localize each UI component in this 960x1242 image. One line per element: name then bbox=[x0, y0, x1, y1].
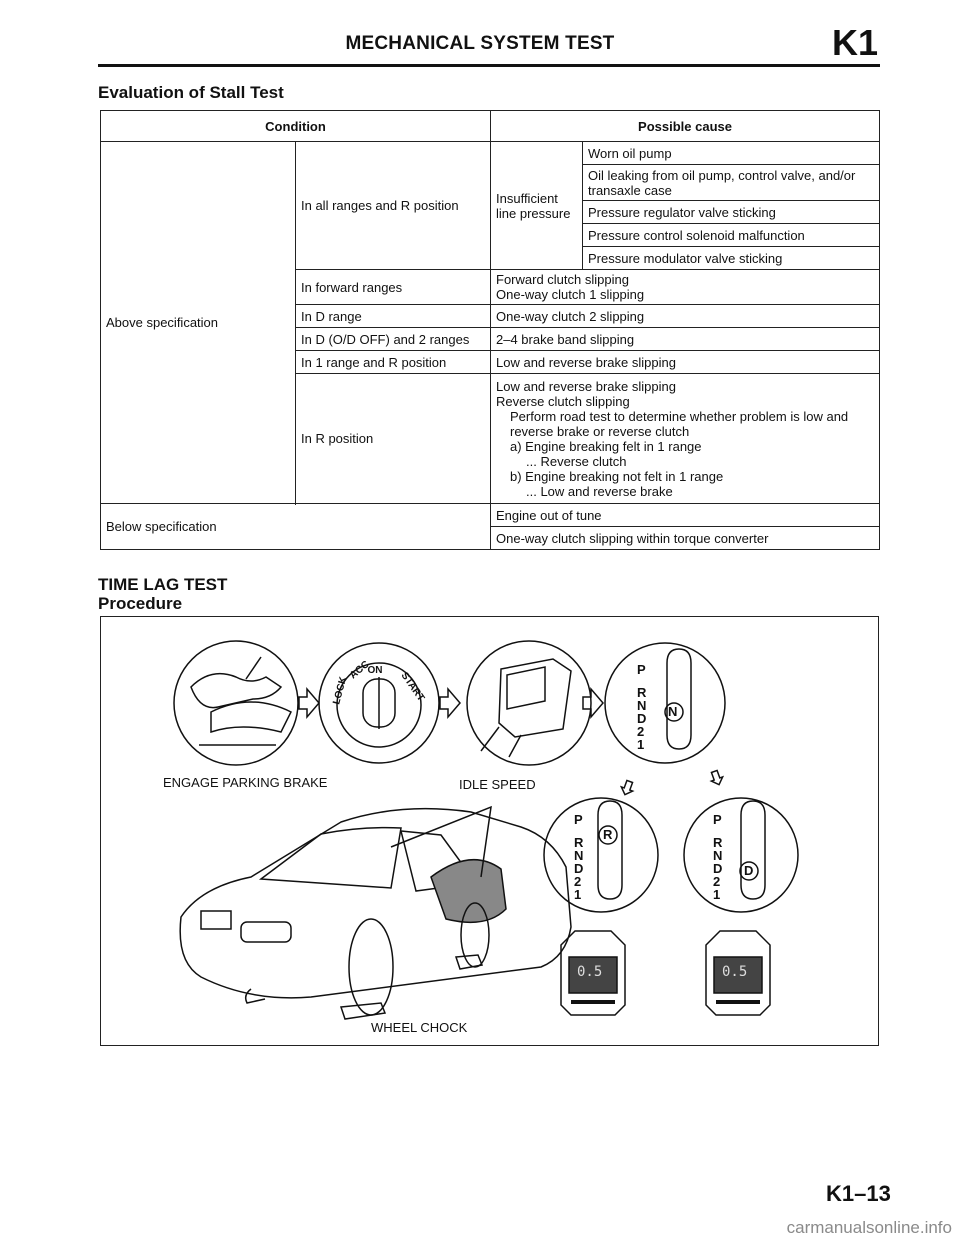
cause-below: One-way clutch slipping within torque converter bbox=[491, 527, 880, 550]
cond-d-od-off: In D (O/D OFF) and 2 ranges bbox=[296, 328, 491, 351]
label-parking-brake: ENGAGE PARKING BRAKE bbox=[163, 775, 328, 790]
cause-line: ... Low and reverse brake bbox=[526, 483, 673, 499]
gear-d: D bbox=[637, 711, 647, 726]
tachometer-circle bbox=[467, 641, 591, 765]
cause-r-position bbox=[491, 374, 880, 504]
label-wheel-chock: WHEEL CHOCK bbox=[371, 1020, 468, 1035]
cause-line: Low and reverse brake slipping bbox=[496, 378, 676, 394]
cause-item: Worn oil pump bbox=[583, 142, 880, 165]
time-lag-subtitle: Procedure bbox=[98, 594, 183, 613]
gear-p: P bbox=[637, 662, 646, 677]
parking-brake-circle bbox=[174, 641, 298, 765]
gear-2: 2 bbox=[574, 874, 582, 889]
gear-2: 2 bbox=[637, 724, 645, 739]
switch-label: START bbox=[398, 670, 427, 704]
timer-display-left: 0.5 bbox=[577, 964, 603, 980]
switch-label: ACC bbox=[347, 658, 372, 682]
cause-d-range: One-way clutch 2 slipping bbox=[491, 305, 880, 328]
cause-line: Reverse clutch slipping bbox=[496, 393, 630, 409]
gear-2: 2 bbox=[713, 874, 721, 889]
cause-line: b) Engine breaking not felt in 1 range bbox=[510, 468, 724, 484]
cause-line: Forward clutch slipping bbox=[496, 272, 629, 287]
watermark-text: carmanualsonline.info bbox=[786, 1218, 952, 1237]
cause-line: Perform road test to determine whether problem is low and reverse brake or reverse clutch bbox=[510, 408, 849, 439]
cond-1-range-r: In 1 range and R position bbox=[296, 351, 491, 374]
cause-item: Pressure control solenoid malfunction bbox=[583, 224, 880, 247]
gear-indicator-d bbox=[684, 798, 798, 912]
cond-all-ranges: In all ranges and R position bbox=[296, 142, 491, 270]
cause-line: a) Engine breaking felt in 1 range bbox=[510, 438, 702, 454]
header-possible-cause: Possible cause bbox=[491, 111, 880, 142]
time-lag-title: TIME LAG TEST bbox=[98, 575, 228, 594]
page-number: K1–13 bbox=[826, 1181, 891, 1206]
procedure-illustration bbox=[101, 617, 878, 1045]
cause-insufficient-pressure: Insufficient line pressure bbox=[491, 142, 583, 270]
stall-test-table bbox=[100, 110, 880, 550]
above-spec-cell: Above specification bbox=[101, 142, 296, 504]
cause-item: Pressure regulator valve sticking bbox=[583, 201, 880, 224]
switch-label: ON bbox=[367, 665, 383, 676]
cause-1-range-r: Low and reverse brake slipping bbox=[491, 351, 880, 374]
gear-r: R bbox=[713, 835, 723, 850]
gear-1: 1 bbox=[637, 737, 645, 752]
cause-item: Oil leaking from oil pump, control valve, and/or transaxle case bbox=[583, 165, 880, 201]
gear-r: R bbox=[637, 685, 647, 700]
below-spec-cell: Below specification bbox=[101, 504, 491, 550]
gear-indicator-r bbox=[544, 798, 658, 912]
car-illustration bbox=[180, 807, 571, 1019]
cond-forward: In forward ranges bbox=[296, 270, 491, 305]
label-idle-speed: IDLE SPEED bbox=[459, 777, 536, 792]
gear-list-r bbox=[574, 813, 583, 901]
watermark bbox=[0, 1218, 960, 1238]
selected-d: D bbox=[744, 863, 754, 878]
switch-label: LOCK bbox=[331, 675, 350, 706]
cond-d-range: In D range bbox=[296, 305, 491, 328]
selected-r: R bbox=[603, 827, 613, 842]
header-condition: Condition bbox=[101, 111, 491, 142]
header-rule bbox=[98, 64, 880, 67]
gear-list-d bbox=[713, 813, 722, 901]
gear-list-n bbox=[637, 663, 646, 751]
gear-n: N bbox=[713, 848, 723, 863]
section-title: Evaluation of Stall Test bbox=[98, 83, 284, 102]
cause-item: Pressure modulator valve sticking bbox=[583, 247, 880, 270]
section-code: K1 bbox=[831, 22, 878, 63]
cause-d-od-off: 2–4 brake band slipping bbox=[491, 328, 880, 351]
gear-1: 1 bbox=[713, 887, 721, 902]
gear-n: N bbox=[637, 698, 647, 713]
gear-p: P bbox=[713, 812, 722, 827]
cause-line: ... Reverse clutch bbox=[526, 453, 627, 469]
gear-n: N bbox=[574, 848, 584, 863]
cond-r-position: In R position bbox=[296, 374, 491, 504]
gear-1: 1 bbox=[574, 887, 582, 902]
procedure-figure bbox=[100, 616, 879, 1046]
timer-display-right: 0.5 bbox=[722, 964, 748, 980]
cause-below: Engine out of tune bbox=[491, 504, 880, 527]
gear-indicator-n bbox=[605, 643, 725, 763]
gear-p: P bbox=[574, 812, 583, 827]
cause-line: One-way clutch 1 slipping bbox=[496, 287, 645, 302]
gear-r: R bbox=[574, 835, 584, 850]
cause-forward bbox=[491, 270, 880, 305]
page-title: MECHANICAL SYSTEM TEST bbox=[345, 33, 615, 54]
gear-d: D bbox=[574, 861, 584, 876]
selected-n: N bbox=[668, 704, 678, 719]
gear-d: D bbox=[713, 861, 723, 876]
time-lag-heading bbox=[98, 575, 227, 613]
